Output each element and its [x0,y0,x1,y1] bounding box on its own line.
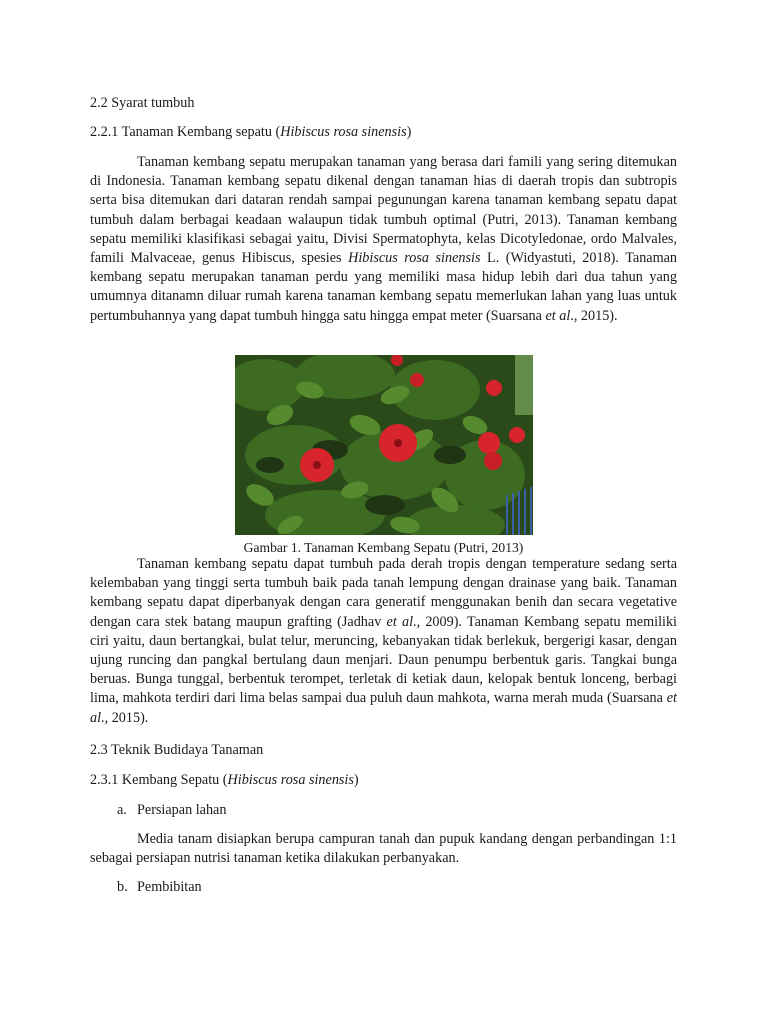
list-item-label: Persiapan lahan [137,802,227,818]
hibiscus-photo [235,355,533,535]
section-heading-2-3-1: 2.3.1 Kembang Sepatu (Hibiscus rosa sinensis) [90,772,359,788]
figure-caption: Gambar 1. Tanaman Kembang Sepatu (Putri, 2013) [243,540,524,555]
list-marker: b. [117,879,128,895]
list-item-label: Pembibitan [137,879,202,895]
paragraph-3: Media tanam disiapkan berupa campuran tanah dan pupuk kandang dengan perbandingan 1:1 sebagai persiapan nutrisi tanaman ketika dilakukan perbanyakan. [90,831,677,867]
list-marker: a. [117,802,127,818]
section-heading-2-2: 2.2 Syarat tumbuh [90,95,195,111]
list-item-b [117,878,202,897]
section-heading-2-3: 2.3 Teknik Budidaya Tanaman [90,742,264,758]
paragraph-2: Tanaman kembang sepatu dapat tumbuh pada derah tropis dengan temperature sedang serta kelembaban yang tinggi serta tumbuh baik pada tanah lempung dengan drainase yang baik. Tanaman kembang sepatu dapat diperbanyak dengan cara generatif menggunakan benih dan secara vegetative dengan cara stek batang maupun grafting (Jadhav et al., 2009). Tanaman Kembang sepatu memiliki ciri yaitu, daun bertangkai, bulat telur, meruncing, kebanyakan tidak berlekuk, bergerigi kasar, dengan ujung runcing dan pangkal bertulang daun menjari. Daun penumpu berbentuk garis. Tangkai bunga beruas. Bunga tunggal, berbentuk terompet, terletak di ketiak daun, kelopak bentuk lonceng, berbagi lima, mahkota terdiri dari lima belas sampai dua puluh daun mahkota, warna merah muda (Suarsana et al., 2015). [90,556,678,726]
paragraph-1: Tanaman kembang sepatu merupakan tanaman yang berasa dari famili yang sering ditemukan di Indonesia. Tanaman kembang sepatu dikenal dengan tanaman hias di daerah tropis dan subtropis serta bisa ditemukan dari dataran rendah sampai pegunungan karena tanaman kembang sepatu dapat tumbuh dalam berbagai keadaan walaupun tidak tumbuh optimal (Putri, 2013). Tanaman kembang sepatu memiliki klasifikasi sebagai yaitu, Divisi Spermatophyta, kelas Dicotyledonae, ordo Malvales, famili Malvaceae, genus Hibiscus, spesies Hibiscus rosa sinensis L. (Widyastuti, 2018). Tanaman kembang sepatu merupakan tanaman perdu yang memiliki masa hidup lebih dari dua tahun yang umumnya ditanamn diluar rumah karena tanaman kembang sepatu memerlukan lahan yang luas untuk pertumbuhannya yang dapat tumbuh hingga satu hingga empat meter (Suarsana et al., 2015). [90,154,678,324]
section-heading-2-2-1: 2.2.1 Tanaman Kembang sepatu (Hibiscus rosa sinensis) [90,124,412,140]
list-item-a [117,801,226,820]
